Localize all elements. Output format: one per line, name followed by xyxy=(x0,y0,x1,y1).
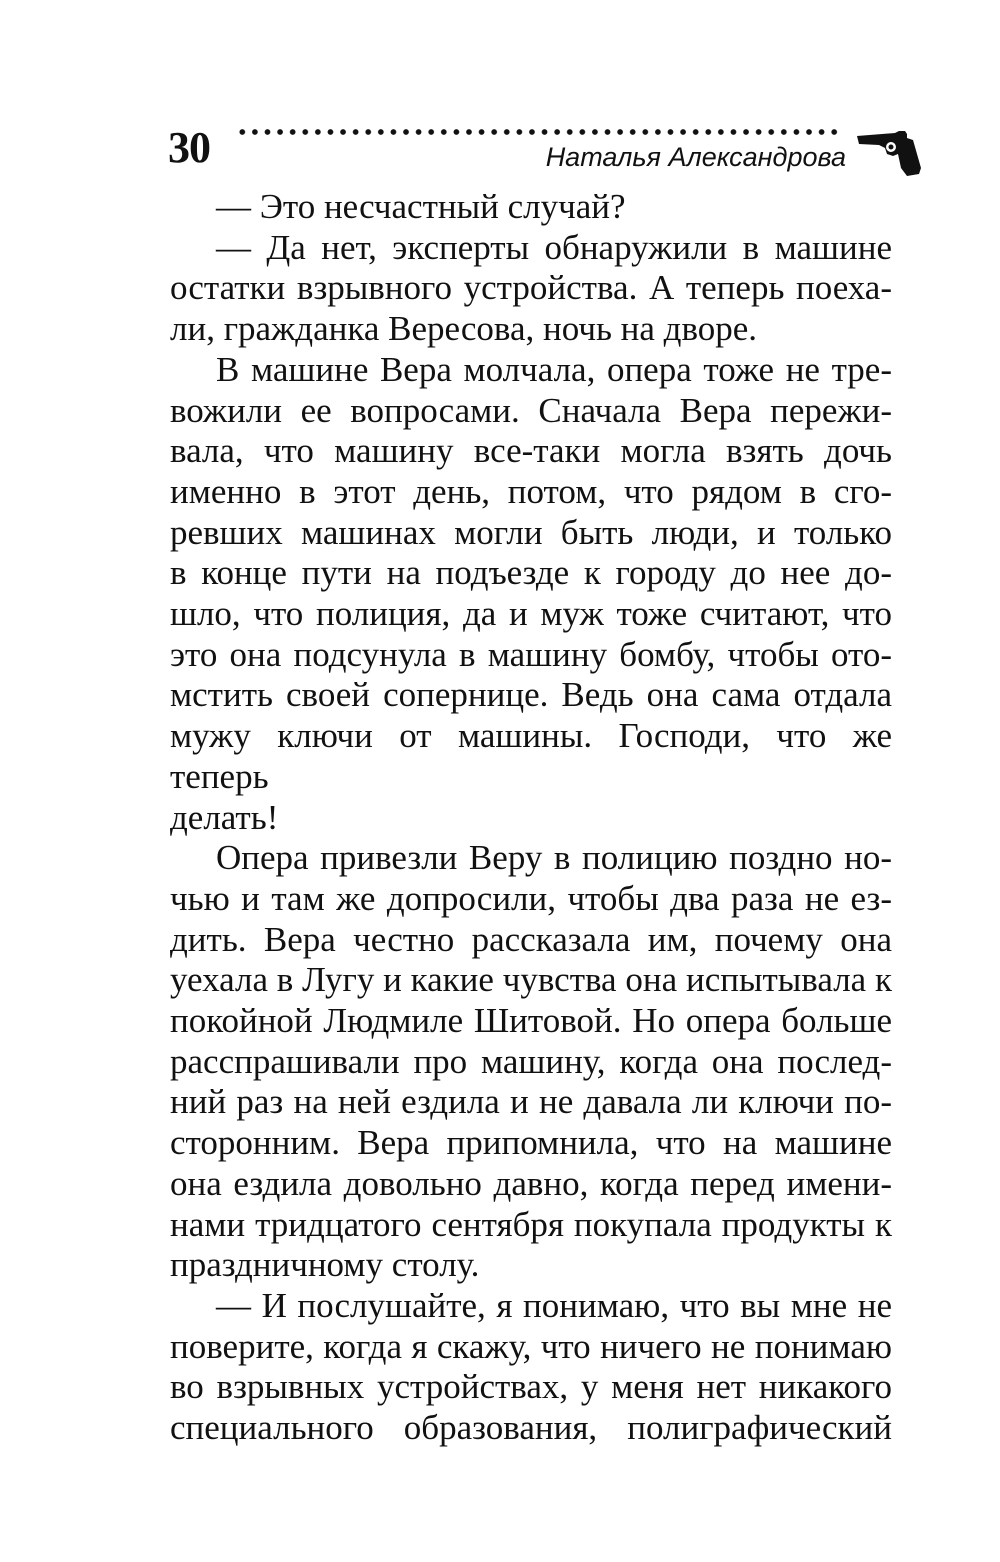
text-line: делать! xyxy=(170,797,279,837)
running-head-author: Наталья Александрова xyxy=(545,142,846,172)
text-line: нами тридцатого сентября покупала продукты к xyxy=(170,1204,892,1244)
text-line: ний раз на ней ездила и не давала ли ключи по- xyxy=(170,1082,892,1122)
text-line: специального образования, полиграфический xyxy=(170,1408,892,1448)
text-line: сторонним. Вера припомнила, что на машине xyxy=(170,1123,892,1163)
dot-leader xyxy=(236,128,840,136)
text-line: это она подсунула в машину бомбу, чтобы ото- xyxy=(170,634,892,674)
paragraph-2 xyxy=(170,228,892,350)
text-line: ли, гражданка Вересова, ночь на дворе. xyxy=(170,309,758,349)
paragraph-4 xyxy=(170,838,892,1286)
text-line: — Да нет, эксперты обнаружили в машине xyxy=(216,227,892,267)
body-text xyxy=(170,187,892,1449)
text-line: расспрашивали про машину, когда она послед- xyxy=(170,1041,892,1081)
text-line: ревших машинах могли быть люди, и только xyxy=(170,512,892,552)
text-line: она ездила довольно давно, когда перед имени- xyxy=(170,1163,892,1203)
text-line: Опера привезли Веру в полицию поздно но- xyxy=(216,838,892,878)
text-line: остатки взрывного устройства. А теперь поеха- xyxy=(170,268,892,308)
page-number: 30 xyxy=(168,123,210,172)
text-line: вала, что машину все-таки могла взять дочь xyxy=(170,431,892,471)
paragraph-5 xyxy=(170,1286,892,1449)
text-line: в конце пути на подъезде к городу до нее до- xyxy=(170,553,892,593)
revolver-icon xyxy=(855,128,923,178)
text-line: дить. Вера честно рассказала им, почему она xyxy=(170,919,892,959)
text-line: именно в этот день, потом, что рядом в сго- xyxy=(170,471,892,511)
text-line: мстить своей сопернице. Ведь она сама отдала xyxy=(170,675,892,715)
paragraph-1 xyxy=(170,187,892,228)
text-line: покойной Людмиле Шитовой. Но опера больше xyxy=(170,1001,892,1041)
text-line: вожили ее вопросами. Сначала Вера пережи- xyxy=(170,390,892,430)
text-line: во взрывных устройствах, у меня нет никакого xyxy=(170,1367,892,1407)
text-line: чью и там же допросили, чтобы два раза не ез- xyxy=(170,878,892,918)
text-line: поверите, когда я скажу, что ничего не понимаю xyxy=(170,1326,892,1366)
text-line: мужу ключи от машины. Господи, что же теперь xyxy=(170,716,892,796)
text-line: уехала в Лугу и какие чувства она испытывала к xyxy=(170,960,892,1000)
text-line: — И послушайте, я понимаю, что вы мне не xyxy=(216,1285,892,1325)
text-line: — Это несчастный случай? xyxy=(216,187,626,226)
text-line: В машине Вера молчала, опера тоже не тре- xyxy=(216,349,892,389)
text-line: шло, что полиция, да и муж тоже считают, что xyxy=(170,594,892,634)
paragraph-3 xyxy=(170,350,892,838)
text-line: праздничному столу. xyxy=(170,1245,480,1285)
